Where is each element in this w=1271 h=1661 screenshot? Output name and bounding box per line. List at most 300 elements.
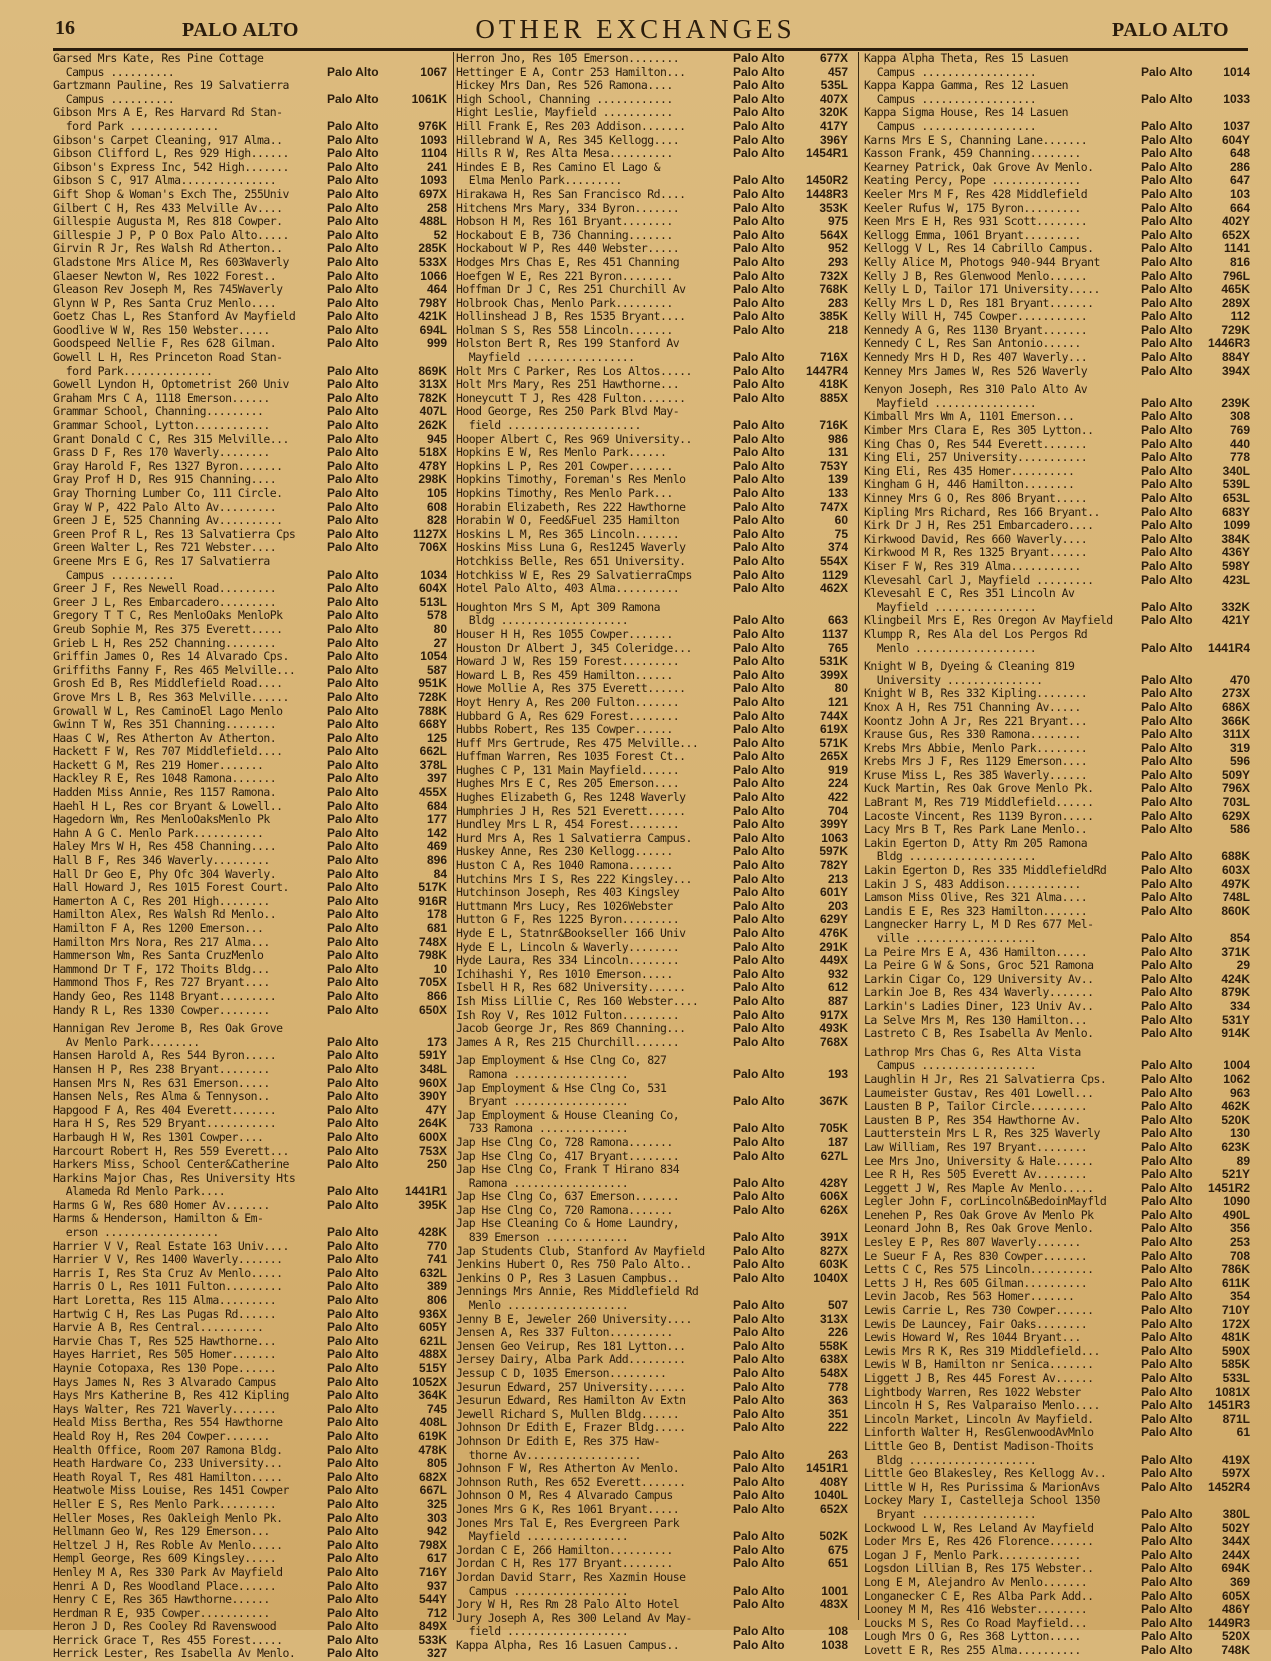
listing-number: 1040L [813, 1489, 848, 1503]
listing-exchange: Palo Alto [733, 682, 785, 696]
listing-number: 663 [827, 613, 848, 628]
listing-exchange: Palo Alto [1141, 91, 1193, 106]
listing-number: 390Y [418, 1090, 447, 1104]
listing-entry [864, 878, 1250, 892]
listing-entry [864, 174, 1250, 188]
listing-name: Hellmann Geo W, Res 129 Emerson... [53, 1525, 270, 1539]
listing-number: 601Y [819, 886, 848, 900]
listing-entry [864, 864, 1250, 878]
listing-entry [53, 895, 451, 909]
listing-name: Klevesahl E C, Res 351 Lincoln Av Mayfield ................ [864, 587, 1075, 614]
listing-name: Hobson H M, Res 161 Bryant........ [456, 215, 673, 229]
listing-number: 80 [834, 682, 848, 696]
listing-entry [864, 1263, 1250, 1277]
listing-name: Kelly Mrs L D, Res 181 Bryant....... [864, 296, 1094, 310]
listing-exchange: Palo Alto [1141, 972, 1193, 986]
listing-exchange: Palo Alto [733, 1502, 785, 1516]
listing-name: Hockabout W P, Res 440 Webster..... [456, 242, 680, 256]
listing-entry [53, 976, 451, 990]
listing-name: Kappa Sigma House, Res 14 Lasuen Campus .................. [864, 106, 1068, 133]
listing-exchange: Palo Alto [1141, 1181, 1193, 1195]
listing-name: Ichihashi Y, Res 1010 Emerson..... [456, 967, 673, 981]
listing-name: Lough Mrs O G, Res 368 Lytton..... [864, 1630, 1081, 1644]
page-header [0, 0, 1271, 48]
listing-name: Jap Hse Clng Co, 720 Ramona....... [456, 1203, 673, 1217]
listing-name: Hackett G M, Res 219 Homer....... [53, 758, 264, 772]
listing-exchange: Palo Alto [733, 1529, 785, 1544]
listing-name: Hight Leslie, Mayfield ........... [456, 106, 673, 120]
listing-number: 29 [1236, 959, 1250, 973]
listing-entry [53, 460, 451, 474]
listing-number: 517K [418, 881, 447, 895]
listing-exchange: Palo Alto [733, 147, 785, 161]
listing-name: Haas C W, Res Atherton Av Atherton. [53, 731, 277, 745]
listing-entry [864, 242, 1250, 256]
listing-name: Hoyt Henry A, Res 200 Fulton....... [456, 695, 680, 709]
listing-name: Johnson Dr Edith E, Res 375 Haw- thorne Av.................. [456, 1434, 660, 1462]
listing-number: 293 [827, 255, 848, 269]
listing-number: 705K [819, 1121, 848, 1136]
listing-entry [864, 769, 1250, 783]
listing-name: Griffiths Fanny F, Res 465 Melville... [53, 663, 296, 677]
listing-entry [456, 501, 850, 515]
listing-number: 476K [819, 927, 848, 940]
listing-name: Knight W B, Res 332 Kipling........ [864, 687, 1088, 701]
listing-name: Hackett F W, Res 707 Middlefield.... [53, 745, 283, 759]
listing-number: 385K [819, 310, 848, 324]
listing-entry [53, 840, 451, 854]
listing-name: Huffman Warren, Res 1035 Forest Ct.. [456, 750, 686, 764]
listing-exchange: Palo Alto [327, 1443, 379, 1457]
listing-number: 139 [827, 473, 848, 487]
listing-entry [53, 1647, 451, 1661]
listing-entry [864, 560, 1250, 574]
listing-entry [53, 147, 451, 161]
listing-entry [53, 378, 451, 392]
listing-number: 131 [827, 446, 848, 460]
listing-exchange: Palo Alto [733, 981, 785, 995]
listing-entry [456, 93, 850, 107]
header-rule [53, 48, 1248, 51]
listing-number: 394X [1221, 364, 1250, 378]
listing-name: Kelly Alice M, Photogs 940-944 Bryant [864, 255, 1100, 269]
listing-exchange: Palo Alto [1141, 1399, 1193, 1413]
listing-exchange: Palo Alto [733, 845, 785, 859]
listing-number: 668Y [418, 718, 447, 732]
listing-entry [864, 1195, 1250, 1209]
listing-exchange: Palo Alto [1141, 1072, 1193, 1086]
listing-exchange: Palo Alto [1141, 877, 1193, 891]
listing-number: 597K [819, 845, 848, 859]
listing-name: Kellogg V L, Res 14 Cabrillo Campus. [864, 242, 1094, 256]
listing-number: 798K [418, 949, 447, 963]
listing-name: Harvie Chas T, Res 525 Hawthorne... [53, 1334, 277, 1348]
listing-entry [456, 229, 850, 243]
listing-exchange: Palo Alto [327, 1117, 379, 1131]
listing-number: 854 [1229, 931, 1250, 945]
listing-exchange: Palo Alto [1141, 1521, 1193, 1535]
listing-number: 502K [819, 1529, 848, 1544]
listing-name: Jones Mrs G K, Res 1061 Bryant..... [456, 1502, 680, 1516]
listing-name: Kirkwood M R, Res 1325 Bryant...... [864, 546, 1088, 560]
listing-name: Jensen A, Res 337 Fulton.......... [456, 1326, 673, 1340]
listing-entry [864, 383, 1250, 410]
listing-number: 778 [1229, 451, 1250, 465]
listing-entry [53, 1294, 451, 1308]
listing-exchange: Palo Alto [1141, 118, 1193, 133]
listing-entry [53, 1471, 451, 1485]
listing-entry [53, 541, 451, 555]
listing-number: 363 [827, 1394, 848, 1408]
listing-name: Hara H S, Res 529 Bryant........... [53, 1117, 277, 1131]
listing-entry [864, 973, 1250, 987]
listing-number: 263 [827, 1447, 848, 1462]
listing-entry [864, 1046, 1250, 1073]
listing-name: Gowell L H, Res Princeton Road Stan- ford Park.............. [53, 351, 283, 378]
listing-name: Hotchkiss W E, Res 29 SalvatierraCmps [456, 568, 692, 582]
listing-name: Kelly J B, Res Glenwood Menlo...... [864, 269, 1088, 283]
listing-number: 332K [1221, 599, 1250, 614]
listing-number: 604X [418, 582, 447, 596]
listing-exchange: Palo Alto [733, 1230, 785, 1245]
listing-entry [456, 188, 850, 202]
listing-entry [456, 514, 850, 528]
listing-name: Kipling Mrs Richard, Res 166 Bryant.. [864, 505, 1100, 519]
listing-number: 424K [1221, 972, 1250, 986]
listing-number: 860K [1221, 904, 1250, 918]
listing-name: Hopkins L P, Res 201 Cowper....... [456, 459, 673, 473]
listing-exchange: Palo Alto [1141, 1100, 1193, 1114]
listing-name: Kinney Mrs G O, Res 806 Bryant..... [864, 492, 1088, 505]
listing-number: 264K [418, 1117, 447, 1131]
listing-entry [456, 723, 850, 737]
listing-name: Krebs Mrs J F, Res 1129 Emerson.... [864, 755, 1088, 769]
listing-exchange: Palo Alto [327, 160, 379, 174]
listing-number: 1067 [420, 64, 447, 79]
listing-entry [53, 79, 451, 106]
listing-number: 1129 [821, 568, 848, 582]
listing-entry [53, 310, 451, 324]
listing-entry [456, 365, 850, 379]
listing-number: 75 [834, 527, 848, 541]
listing-name: Ish Miss Lillie C, Res 160 Webster.... [456, 994, 699, 1008]
listing-number: 419X [1221, 1452, 1250, 1467]
listing-entry [53, 1552, 451, 1566]
listing-name: Harrier V V, Real Estate 163 Univ.... [53, 1239, 289, 1253]
listing-number: 1127X [412, 527, 447, 541]
listing-entry [53, 555, 451, 582]
listing-number: 1454R1 [805, 147, 848, 161]
listing-name: La Selve Mrs M, Res 130 Hamilton... [864, 1013, 1088, 1027]
listing-name: Keeler Mrs M F, Res 428 Middlefield [864, 187, 1088, 201]
listing-entry [53, 270, 451, 284]
listing-name: Krause Gus, Res 330 Ramona........ [864, 728, 1081, 742]
listing-number: 253 [1229, 1236, 1250, 1250]
listing-number: 397 [426, 772, 447, 786]
listing-name: Lausten B P, Tailor Circle......... [864, 1100, 1088, 1114]
listing-name: Green Walter L, Res 721 Webster.... [53, 541, 277, 555]
listing-exchange: Palo Alto [733, 1462, 785, 1476]
listing-entry [864, 1494, 1250, 1521]
listing-entry [53, 405, 451, 419]
listing-entry [456, 696, 850, 710]
listing-name: Jap Employment & Hse Clng Co, 531 Bryant .................. [456, 1081, 667, 1109]
listing-name: Jap Hse Clng Co, 417 Bryant........ [456, 1149, 680, 1163]
listing-number: 705X [418, 976, 447, 990]
listing-name: Krebs Mrs Abbie, Menlo Park........ [864, 741, 1088, 755]
listing-exchange: Palo Alto [1141, 687, 1193, 701]
listing-number: 108 [827, 1624, 848, 1639]
listing-exchange: Palo Alto [1141, 1140, 1193, 1154]
listing-entry [864, 1630, 1250, 1644]
listing-entry [864, 424, 1250, 438]
listing-name: Hood George, Res 250 Park Blvd May- field ..................... [456, 405, 680, 433]
listing-entry [456, 1326, 850, 1340]
listing-number: 515Y [418, 1362, 447, 1375]
listing-entry [53, 1158, 451, 1172]
listing-entry [53, 501, 451, 515]
listing-number: 89 [1236, 1154, 1250, 1168]
listing-exchange: Palo Alto [733, 500, 785, 514]
listing-exchange: Palo Alto [327, 1579, 379, 1593]
listing-entry [864, 1014, 1250, 1028]
listing-exchange: Palo Alto [327, 1184, 379, 1199]
listing-entry [456, 927, 850, 941]
listing-number: 258 [426, 201, 447, 215]
listing-entry [53, 1063, 451, 1077]
listing-number: 509Y [1221, 768, 1250, 782]
listing-exchange: Palo Alto [327, 323, 379, 337]
listing-name: Houston Dr Albert J, 345 Coleridge... [456, 641, 692, 655]
listing-exchange: Palo Alto [733, 65, 785, 79]
listing-entry [864, 1141, 1250, 1155]
listing-entry [456, 601, 850, 628]
listing-name: Klumpp R, Res Ala del Los Pergos Rd Menlo ................... [864, 627, 1088, 655]
listing-name: Gibson's Carpet Cleaning, 917 Alma.. [53, 133, 283, 147]
listing-name: Kingham G H, 446 Hamilton........ [864, 478, 1075, 492]
listing-exchange: Palo Alto [1141, 1168, 1193, 1182]
listing-exchange: Palo Alto [1141, 573, 1193, 587]
listing-name: Horabin W O, Feed&Fuel 235 Hamilton [456, 514, 680, 528]
listing-number: 651 [827, 1557, 848, 1571]
listing-number: 1451R2 [1207, 1181, 1250, 1195]
listing-entry [864, 660, 1250, 687]
listing-entry [456, 1009, 850, 1023]
listing-number: 105 [426, 487, 447, 500]
listing-entry [864, 946, 1250, 960]
listing-number: 708 [1229, 1249, 1250, 1263]
listing-number: 262K [418, 419, 447, 433]
listing-exchange: Palo Alto [327, 1416, 379, 1430]
listing-exchange: Palo Alto [1141, 364, 1193, 378]
listing-name: Loder Mrs E, Res 426 Florence....... [864, 1535, 1094, 1549]
listing-exchange: Palo Alto [733, 940, 785, 954]
listing-exchange: Palo Alto [327, 1090, 379, 1104]
listing-exchange: Palo Alto [327, 731, 379, 745]
listing-exchange: Palo Alto [327, 962, 379, 976]
listing-exchange: Palo Alto [327, 514, 379, 528]
listing-entry [864, 506, 1250, 520]
listing-name: Jory W H, Res Rm 28 Palo Alto Hotel [456, 1598, 680, 1612]
listing-exchange: Palo Alto [327, 187, 379, 201]
listing-number: 27 [433, 636, 447, 650]
listing-number: 486Y [1221, 1603, 1250, 1617]
listing-number: 684 [426, 799, 447, 813]
listing-exchange: Palo Alto [733, 859, 785, 873]
listing-exchange: Palo Alto [327, 949, 379, 963]
listing-exchange: Palo Alto [327, 867, 379, 881]
listing-name: Little Geo B, Dentist Madison-Thoits Bldg .................... [864, 1439, 1094, 1467]
listing-entry [53, 1348, 451, 1362]
listing-entry [456, 995, 850, 1009]
listing-entry [53, 691, 451, 705]
listing-entry [456, 405, 850, 432]
listing-exchange: Palo Alto [1141, 559, 1193, 573]
listing-number: 285K [418, 242, 447, 256]
listing-name: Gibson's Express Inc, 542 High....... [53, 160, 289, 174]
listing-number: 1004 [1223, 1058, 1250, 1073]
listing-entry [864, 687, 1250, 701]
listing-number: 348L [419, 1062, 447, 1076]
listing-name: Kirk Dr J H, Res 251 Embarcadero.... [864, 519, 1094, 533]
listing-exchange: Palo Alto [1141, 1506, 1193, 1521]
listing-number: 1066 [420, 269, 447, 283]
listing-exchange: Palo Alto [733, 173, 785, 188]
listing-entry [864, 1073, 1250, 1087]
listing-number: 465K [1221, 283, 1250, 297]
listing-number: 502Y [1221, 1521, 1250, 1535]
listing-number: 828 [426, 514, 447, 528]
listing-entry [456, 337, 850, 364]
listing-number: 218 [827, 323, 848, 337]
listing-name: Heller E S, Res Menlo Park......... [53, 1497, 277, 1511]
listing-entry [456, 120, 850, 134]
listing-exchange: Palo Alto [327, 1552, 379, 1566]
listing-number: 798X [418, 1538, 447, 1552]
listing-exchange: Palo Alto [733, 432, 785, 446]
listing-number: 748K [1221, 1643, 1250, 1657]
listing-exchange: Palo Alto [1141, 1331, 1193, 1345]
listing-exchange: Palo Alto [327, 242, 379, 256]
listing-name: Kennedy Mrs H D, Res 407 Waverly... [864, 351, 1088, 365]
listing-name: Howard L B, Res 459 Hamilton...... [456, 668, 673, 682]
listing-number: 1093 [420, 133, 447, 147]
listing-entry [864, 728, 1250, 742]
listing-entry [53, 1498, 451, 1512]
listing-number: 652X [1221, 228, 1250, 242]
listing-number: 1033 [1223, 91, 1250, 106]
listing-number: 917X [819, 1008, 848, 1022]
listing-exchange: Palo Alto [1141, 1616, 1193, 1630]
listing-exchange: Palo Alto [733, 473, 785, 487]
listing-exchange: Palo Alto [1141, 640, 1193, 655]
listing-exchange: Palo Alto [733, 791, 785, 805]
listing-exchange: Palo Alto [1141, 1562, 1193, 1576]
listing-exchange: Palo Alto [733, 709, 785, 723]
listing-entry [864, 270, 1250, 284]
listing-exchange: Palo Alto [1141, 296, 1193, 310]
listing-name: Huff Mrs Gertrude, Res 475 Melville... [456, 736, 699, 750]
listing-entry [456, 1285, 850, 1312]
listing-entry [864, 1481, 1250, 1495]
listing-number: 462K [1221, 1100, 1250, 1114]
listing-entry [53, 1212, 451, 1239]
listing-name: Hansen Harold A, Res 544 Byron..... [53, 1049, 277, 1063]
listing-entry [864, 1027, 1250, 1041]
listing-name: Hooper Albert C, Res 969 University.. [456, 432, 692, 446]
listing-number: 683Y [1221, 505, 1250, 519]
listing-entry [864, 134, 1250, 148]
listing-exchange: Palo Alto [327, 541, 379, 555]
listing-name: Lockey Mary I, Castelleja School 1350 Bryant .................. [864, 1494, 1100, 1521]
listing-number: 531K [819, 655, 848, 669]
listing-name: Hays James N, Res 3 Alvarado Campus [53, 1375, 277, 1389]
listing-number: 520K [1221, 1113, 1250, 1127]
listing-exchange: Palo Alto [327, 799, 379, 813]
listing-name: Gowell Lyndon H, Optometrist 260 Univ [53, 378, 289, 392]
listing-name: Jersey Dairy, Alba Park Add......... [456, 1353, 686, 1367]
listing-number: 103 [1229, 187, 1250, 201]
listing-entry [864, 79, 1250, 106]
listing-number: 417Y [819, 119, 848, 133]
listing-number: 396Y [819, 133, 848, 147]
listing-exchange: Palo Alto [327, 854, 379, 868]
listing-exchange: Palo Alto [1141, 519, 1193, 533]
listing-exchange: Palo Alto [733, 1094, 785, 1109]
listing-column-2 [456, 52, 850, 1652]
listing-number: 177 [426, 813, 447, 827]
listing-name: Jap Hse Clng Co, 728 Ramona....... [456, 1135, 673, 1149]
listing-name: James A R, Res 215 Churchill....... [456, 1035, 680, 1049]
listing-number: 662L [419, 745, 447, 759]
listing-number: 1038 [821, 1638, 848, 1652]
listing-entry [456, 1381, 850, 1395]
listing-number: 354 [1229, 1290, 1250, 1304]
listing-name: Heron J D, Res Cooley Rd Ravenswood [53, 1620, 277, 1634]
listing-entry [53, 297, 451, 311]
listing-number: 518X [418, 446, 447, 460]
listing-number: 741 [426, 1253, 447, 1267]
listing-exchange: Palo Alto [733, 899, 785, 913]
listing-name: Johnson F W, Res Atherton Av Menlo. [456, 1462, 680, 1476]
listing-name: Leggett J W, Res Maple Av Menlo..... [864, 1181, 1094, 1195]
listing-number: 1034 [420, 567, 447, 582]
listing-entry [53, 582, 451, 596]
listing-entry [456, 473, 850, 487]
listing-entry [456, 737, 850, 751]
listing-exchange: Palo Alto [327, 405, 379, 419]
listing-number: 395K [418, 1198, 447, 1212]
listing-name: Hoffman Dr J C, Res 251 Churchill Av [456, 283, 686, 297]
listing-exchange: Palo Alto [733, 913, 785, 927]
listing-entry [53, 664, 451, 678]
listing-name: Hagedorn Wm, Res MenloOaksMenlo Pk [53, 813, 270, 827]
listing-number: 605Y [418, 1321, 447, 1335]
listing-exchange: Palo Alto [327, 228, 379, 242]
listing-number: 585K [1221, 1358, 1250, 1372]
listing-name: Landis E E, Res 323 Hamilton....... [864, 904, 1088, 918]
listing-exchange: Palo Alto [327, 1402, 379, 1416]
listing-entry [53, 1280, 451, 1294]
listing-name: Heald Miss Bertha, Res 554 Hawthorne [53, 1416, 283, 1430]
listing-name: Griffin James O, Res 14 Alvarado Cps. [53, 650, 289, 664]
listing-entry [456, 79, 850, 93]
listing-name: Gregory T T C, Res MenloOaks MenloPk [53, 609, 283, 623]
listing-number: 440 [1229, 437, 1250, 451]
listing-number: 462X [819, 582, 848, 596]
listing-entry [456, 710, 850, 724]
listing-number: 598Y [1221, 559, 1250, 573]
